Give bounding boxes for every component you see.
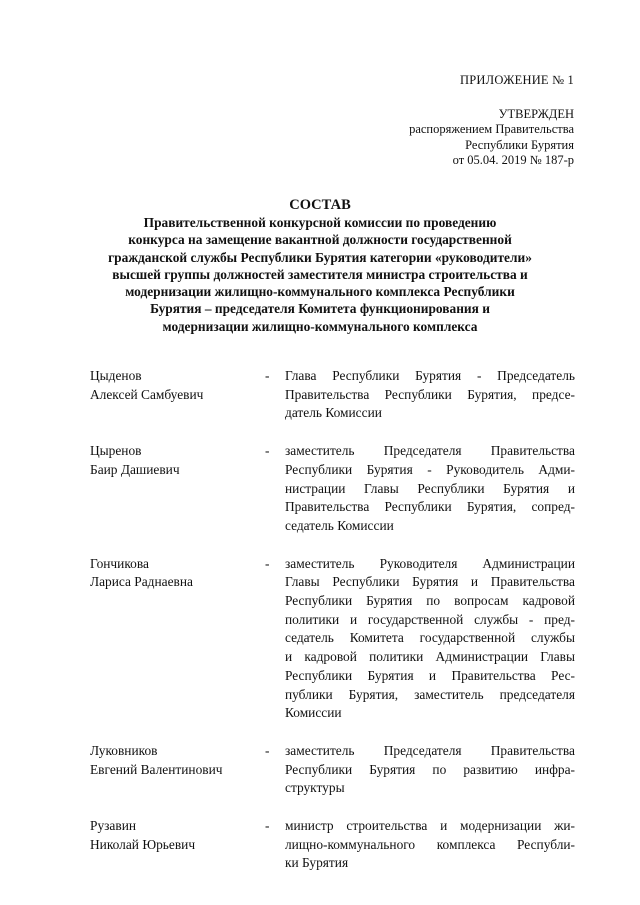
- member-given-name: Баир Дашиевич: [90, 461, 180, 477]
- role-line: седатель Комитета государственной службы: [285, 630, 575, 646]
- member-row: [90, 742, 580, 798]
- member-row: [90, 367, 580, 423]
- role-line: и кадровой политики Администрации Главы: [285, 649, 575, 665]
- member-role: [285, 742, 575, 798]
- member-dash: -: [265, 742, 270, 758]
- member-name: [90, 555, 265, 723]
- member-surname: Рузавин: [90, 818, 137, 834]
- role-line: Республики Бурятия и Правительства Рес-: [285, 667, 575, 683]
- commission-members-list: [90, 367, 580, 892]
- member-dash: -: [265, 555, 270, 571]
- subtitle-line: модернизации жилищно-коммунального комплекса: [162, 318, 478, 334]
- subtitle-line: Бурятия – председателя Комитета функционирования и: [150, 301, 490, 317]
- role-line: Главы Республики Бурятия и Правительства: [285, 574, 575, 590]
- role-line: заместитель Председателя Правительства: [285, 742, 575, 758]
- member-surname: Луковников: [90, 742, 158, 758]
- role-line: заместитель Руководителя Администрации: [285, 555, 575, 571]
- role-line: лищно-коммунального комплекса Республи-: [285, 836, 575, 852]
- approval-line: УТВЕРЖДЕН: [498, 106, 574, 121]
- member-surname: Гончикова: [90, 555, 149, 571]
- member-given-name: Лариса Раднаевна: [90, 574, 193, 590]
- role-line: датель Комиссии: [285, 405, 382, 421]
- role-line: публики Бурятия, заместитель председателя: [285, 686, 575, 702]
- role-line: Правительства Республики Бурятия, предсе-: [285, 386, 575, 402]
- subtitle-line: высшей группы должностей заместителя министра строительства и: [112, 266, 528, 282]
- approval-line: от 05.04. 2019 № 187-р: [452, 153, 574, 167]
- member-dash: -: [265, 818, 270, 834]
- role-line: заместитель Председателя Правительства: [285, 443, 575, 459]
- member-surname: Цыренов: [90, 443, 142, 459]
- role-line: ки Бурятия: [285, 855, 349, 871]
- member-name: [90, 442, 265, 536]
- role-line: министр строительства и модернизации жи-: [285, 818, 575, 834]
- role-line: седатель Комиссии: [285, 517, 394, 533]
- member-given-name: Алексей Самбуевич: [90, 386, 204, 402]
- document-title: СОСТАВ: [289, 197, 351, 213]
- member-role: [285, 442, 575, 536]
- subtitle-line: гражданской службы Республики Бурятия категории «руководители»: [108, 249, 532, 265]
- approval-line: Республики Бурятия: [465, 137, 574, 152]
- role-line: Глава Республики Бурятия - Председатель: [285, 368, 575, 383]
- role-line: Республики Бурятия - Руководитель Адми-: [285, 461, 575, 477]
- role-line: политики и государственной службы - пред-: [285, 611, 575, 627]
- member-name: [90, 367, 265, 423]
- member-surname: Цыденов: [90, 368, 142, 383]
- member-row: [90, 817, 580, 873]
- document-subtitle: [60, 214, 580, 335]
- subtitle-line: модернизации жилищно-коммунального комплекса Республики: [125, 284, 515, 300]
- member-given-name: Евгений Валентинович: [90, 761, 223, 777]
- member-dash: -: [265, 368, 270, 383]
- member-given-name: Николай Юрьевич: [90, 836, 196, 852]
- role-line: Правительства Республики Бурятия, сопред-: [285, 499, 575, 515]
- approval-block: [409, 73, 574, 169]
- member-role: [285, 555, 575, 723]
- role-line: Республики Бурятия по развитию инфра-: [285, 761, 575, 777]
- subtitle-line: Правительственной конкурсной комиссии по проведению: [143, 215, 497, 230]
- member-row: [90, 555, 580, 723]
- member-dash: -: [265, 443, 270, 459]
- member-role: [285, 367, 575, 423]
- member-row: [90, 442, 580, 536]
- member-role: [285, 817, 575, 873]
- member-name: [90, 742, 265, 798]
- member-name: [90, 817, 265, 873]
- role-line: структуры: [285, 780, 345, 796]
- role-line: Комиссии: [285, 705, 342, 721]
- appendix-label: ПРИЛОЖЕНИЕ № 1: [460, 73, 574, 87]
- role-line: Республики Бурятия по вопросам кадровой: [285, 593, 575, 609]
- subtitle-line: конкурса на замещение вакантной должности государственной: [128, 232, 512, 248]
- role-line: нистрации Главы Республики Бурятия и: [285, 480, 575, 496]
- approval-line: распоряжением Правительства: [409, 122, 574, 136]
